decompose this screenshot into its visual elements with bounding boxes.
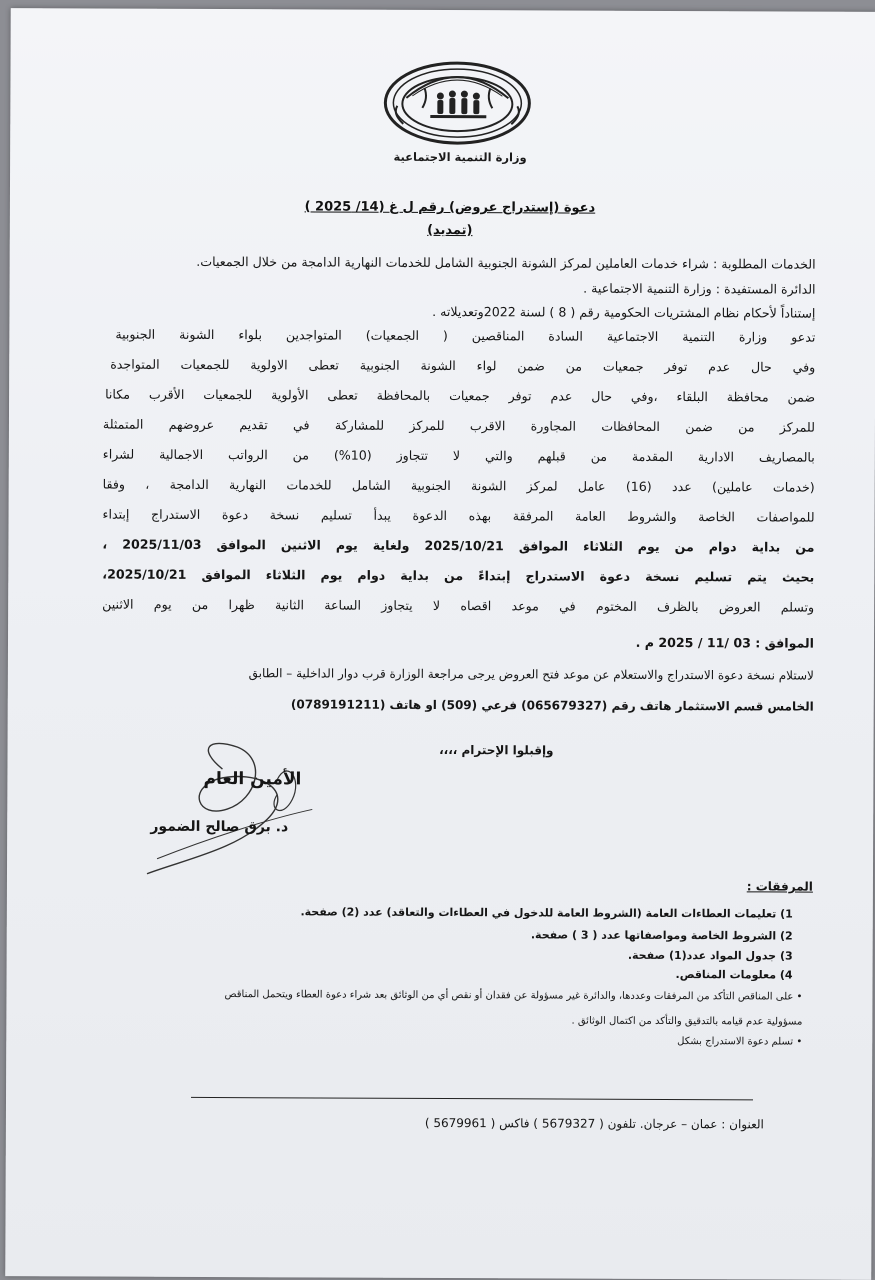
- body-line-6: (خدمات عاملين) عدد (16) عامل لمركز الشونة الجنوبية الشامل للخدمات النهارية الدامجة ، وفقا: [102, 476, 815, 495]
- note-line-3: • تسلم دعوة الاستدراج بشكل: [677, 1036, 803, 1048]
- handwritten-signature-icon: [127, 739, 328, 880]
- contact-line-1: لاستلام نسخة دعوة الاستدراج والاستعلام عن موعد فتح العروض يرجى مراجعة الوزارة قرب دوار الداخلية – الطابق: [248, 666, 814, 683]
- legal-basis-line: إستناداً لأحكام نظام المشتريات الحكومية رقم ( 8 ) لسنة 2022وتعديلاته .: [432, 303, 816, 321]
- document-subtitle: (تمديد): [427, 222, 473, 239]
- body-line-10: وتسلم العروض بالظرف المختوم في موعد اقصاه لا يتجاوز الساعة الثانية ظهرا من يوم الاثنين: [102, 596, 815, 615]
- document-page: [5, 8, 875, 1280]
- ministry-emblem-icon: [382, 58, 532, 149]
- body-line-11: الموافق : 03 /11 / 2025 م .: [635, 634, 815, 651]
- note-line-2: مسؤولية عدم قيامه بالتدقيق والتأكد من اكتمال الوثائق .: [571, 1015, 803, 1028]
- attachments-heading: المرفقات :: [746, 879, 813, 894]
- footer-divider: [191, 1097, 753, 1100]
- footer-address: العنوان : عمان – عرجان. تلفون ( 5679327 ) فاكس ( 5679961 ): [424, 1115, 764, 1132]
- attachment-item-2: 2) الشروط الخاصة ومواصفاتها عدد ( 3 ) صفحة.: [530, 928, 793, 943]
- body-line-1: تدعو وزارة التنمية الاجتماعية السادة المناقصين ( الجمعيات) المتواجدين بلواء الشونة الجنوبية: [115, 326, 816, 345]
- body-line-5: بالمصاريف الادارية المقدمة من قبلهم والتي لا تتجاوز (10%) من الرواتب الاجمالية لشراء: [102, 446, 815, 465]
- contact-line-2: الخامس قسم الاستثمار هاتف رقم (065679327) فرعي (509) او هاتف (0789191211): [290, 697, 814, 714]
- attachment-item-4: 4) معلومات المناقص.: [675, 968, 793, 982]
- attachment-item-1: 1) تعليمات العطاءات العامة (الشروط العامة للدخول في العطاءات والتعاقد) عدد (2) صفحة.: [300, 905, 793, 921]
- ministry-name: وزارة التنمية الاجتماعية: [393, 149, 527, 165]
- signatory-name: د. برق صالح الضمور: [150, 818, 289, 836]
- body-line-4: للمركز من ضمن المحافظات المجاورة الاقرب للمركز للمشاركة في تقديم عروضهم المتمثلة: [102, 416, 815, 435]
- body-line-7: للمواصفات الخاصة والشروط العامة المرفقة بهذه الدعوة يبدأ تسليم نسخة دعوة الاستدراج إبتداء: [102, 506, 815, 525]
- document-title: دعوة (إستدراج عروض) رقم ل غ (14/ 2025 ): [304, 199, 596, 216]
- department-line: الدائرة المستفيدة : وزارة التنمية الاجتماعية .: [583, 280, 816, 297]
- signatory-title: الأمين العام: [203, 768, 302, 790]
- closing-line: وإقبلوا الإحترام ،،،،: [439, 742, 554, 758]
- body-line-2: وفي حال عدم توفر جمعيات من ضمن لواء الشونة الجنوبية تعطى الاولوية للجمعيات المتواجدة: [110, 356, 816, 375]
- body-line-9: بحيث يتم تسليم نسخة دعوة الاستدراج إبتداءً من بداية دوام يوم الثلاثاء الموافق 2025/10/21،: [102, 566, 815, 585]
- body-line-3: ضمن محافظة البلقاء ،وفي حال عدم توفر جمعيات بالمحافظة تعطى الأولوية للجمعيات الأقرب مكانا: [105, 386, 816, 405]
- note-line-1: • على المناقص التأكد من المرفقات وعددها، والدائرة غير مسؤولة عن فقدان أو نقص أي من الوثائق بعد شراء دعوة العطاء ويتحمل المناقص: [224, 989, 803, 1003]
- body-line-8: من بداية دوام من يوم الثلاثاء الموافق 2025/10/21 ولغاية يوم الاثنين الموافق 2025/11/03 ،: [102, 536, 815, 555]
- attachment-item-3: 3) جدول المواد عدد(1) صفحة.: [627, 948, 793, 963]
- services-line: الخدمات المطلوبة : شراء خدمات العاملين لمركز الشونة الجنوبية الشامل للخدمات النهارية الدامجة من خلال الجمعيات.: [196, 253, 816, 272]
